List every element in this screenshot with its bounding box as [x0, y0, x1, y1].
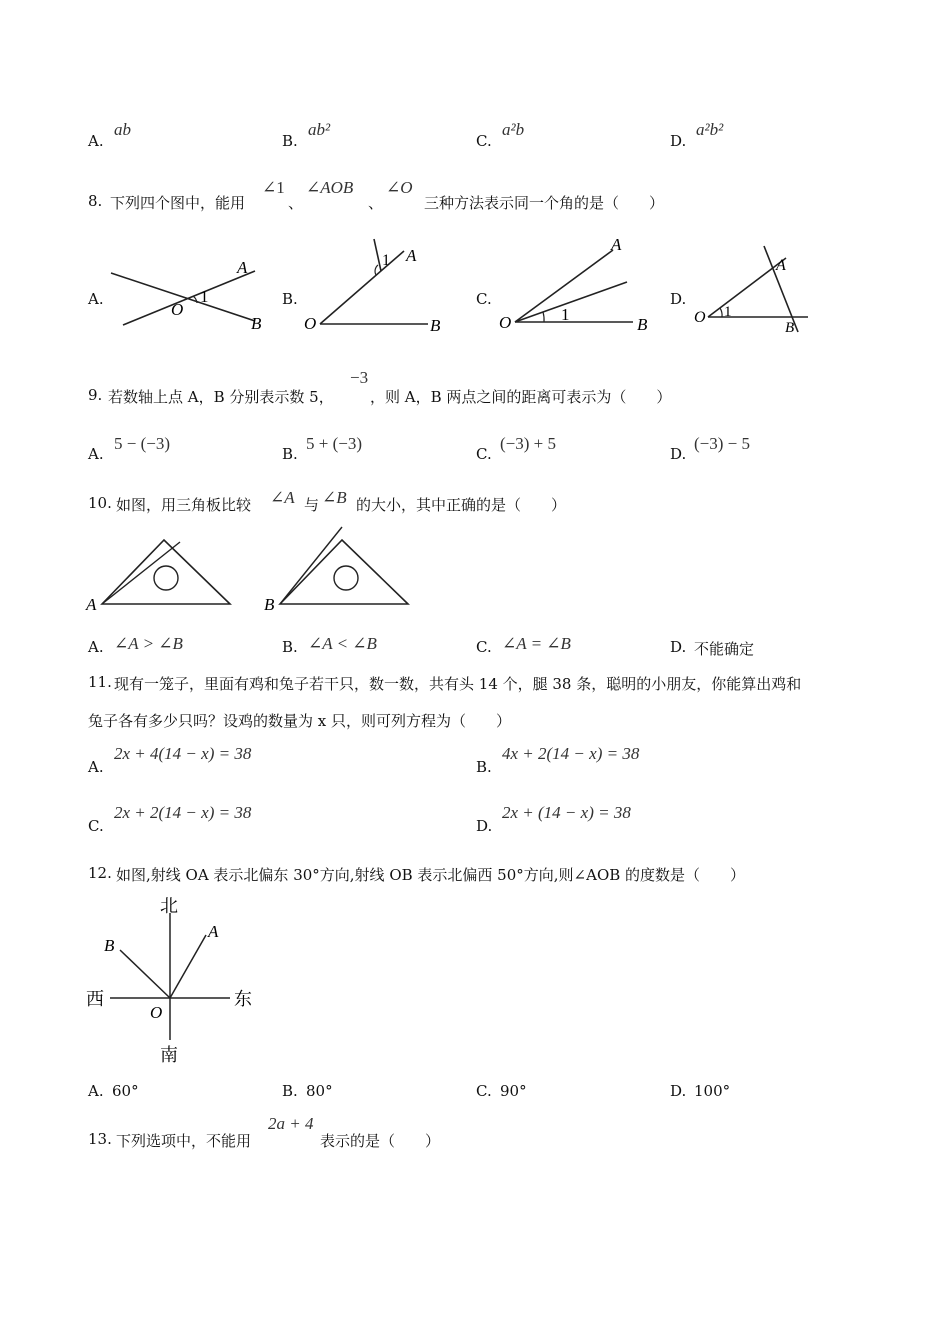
q12-label-north: 北 [160, 896, 178, 916]
q7-option-c-label: C. [476, 132, 492, 150]
q12-option-b-value: 80° [306, 1082, 333, 1100]
q10-option-c-label: C. [476, 638, 492, 656]
q8-sep-2: 、 [368, 194, 384, 212]
q10-option-b-expr: ∠A < ∠B [308, 634, 377, 653]
q8-figure-d [690, 240, 815, 340]
q7-option-a-expr: ab [114, 120, 131, 139]
q8-angle-1: ∠1 [262, 178, 285, 197]
q10-figure-b [262, 523, 422, 615]
q11-number: 11. [88, 673, 112, 691]
q9-option-b-expr: 5 + (−3) [306, 434, 362, 453]
q8-c-label-1: 1 [561, 305, 570, 324]
q8-b-label-1: 1 [382, 252, 390, 269]
q8-d-label-b: B [785, 320, 795, 336]
q9-option-a-label: A. [88, 445, 104, 463]
q8-c-angle-arc [543, 312, 544, 322]
q11-option-d-label: D. [476, 817, 493, 835]
q8-figure-a [105, 255, 275, 335]
q12-label-south: 南 [160, 1045, 178, 1065]
q8-number: 8. [88, 192, 103, 210]
q8-c-label-b: B [637, 315, 648, 334]
q9-number: 9. [88, 386, 103, 404]
q13-text-1: 下列选项中，不能用 [116, 1132, 252, 1150]
q12-label-o: O [150, 1003, 163, 1022]
q7-option-b-expr: ab² [308, 120, 331, 139]
q9-option-b-label: B. [282, 445, 298, 463]
q9-option-a-expr: 5 − (−3) [114, 434, 170, 453]
q8-d-label-a: A [776, 257, 786, 274]
q11-option-d-expr: 2x + (14 − x) = 38 [502, 803, 631, 822]
q8-text-2: 三种方法表示同一个角的是（ ） [424, 194, 665, 212]
q10-number: 10. [88, 494, 112, 512]
q10-mid: 与 [304, 496, 320, 514]
q10-b-hole [334, 566, 358, 590]
q12-option-a-label: A. [88, 1082, 104, 1100]
q12-label-east: 东 [234, 989, 252, 1009]
q12-option-c-value: 90° [500, 1082, 527, 1100]
q10-b-angle-side [280, 527, 342, 604]
q7-option-d-expr: a²b² [696, 120, 724, 139]
q10-angle-b: ∠B [322, 488, 347, 507]
q11-option-a-label: A. [88, 758, 104, 776]
q11-option-c-label: C. [88, 817, 104, 835]
q13-text-2: 表示的是（ ） [320, 1132, 441, 1150]
q11-line-1: 现有一笼子，里面有鸡和兔子若干只，数一数，共有头 14 个，腿 38 条，聪明的小朋友，你能算出鸡和 [114, 675, 802, 693]
q8-c-label-o: O [499, 313, 512, 332]
q9-option-d-expr: (−3) − 5 [694, 434, 750, 453]
q8-option-d-label: D. [670, 290, 687, 308]
q11-option-b-label: B. [476, 758, 492, 776]
q10-option-a-expr: ∠A > ∠B [114, 634, 183, 653]
q10-b-label: B [264, 595, 275, 614]
q8-option-c-label: C. [476, 290, 492, 308]
q8-a-line-2 [123, 271, 255, 325]
q8-figure-b [298, 235, 458, 340]
q10-option-d-label: D. [670, 638, 687, 656]
q8-a-label-o: O [171, 300, 184, 319]
q10-a-triangle [102, 540, 230, 604]
q12-option-d-value: 100° [694, 1082, 731, 1100]
q12-number: 12. [88, 864, 112, 882]
q12-option-c-label: C. [476, 1082, 492, 1100]
q8-c-label-a: A [611, 235, 622, 254]
q10-b-triangle [280, 540, 408, 604]
q8-d-angle-arc [720, 308, 722, 317]
q8-a-label-a: A [237, 258, 248, 277]
q11-option-a-expr: 2x + 4(14 − x) = 38 [114, 744, 252, 763]
q12-ray-ob [120, 950, 170, 998]
q12-label-a: A [208, 922, 219, 941]
q7-option-d-label: D. [670, 132, 687, 150]
q8-a-label-1: 1 [200, 287, 209, 306]
q8-b-label-a: A [406, 246, 417, 265]
q8-sep-1: 、 [288, 194, 304, 212]
q9-text-2: ，则 A，B 两点之间的距离可表示为（ ） [370, 388, 672, 406]
q8-a-label-b: B [251, 314, 262, 333]
q10-option-b-label: B. [282, 638, 298, 656]
q12-option-a-value: 60° [112, 1082, 139, 1100]
q9-option-d-label: D. [670, 445, 687, 463]
q12-compass-figure [84, 895, 264, 1070]
q8-b-label-b: B [430, 316, 441, 335]
q9-text-1: 若数轴上点 A，B 分别表示数 5， [108, 388, 334, 406]
q10-a-hole [154, 566, 178, 590]
q7-option-a-label: A. [88, 132, 104, 150]
q12-text: 如图,射线 OA 表示北偏东 30°方向,射线 OB 表示北偏西 50°方向,则∠AOB 的度数是（ ） [116, 866, 746, 884]
q13-number: 13. [88, 1130, 112, 1148]
q9-option-c-expr: (−3) + 5 [500, 434, 556, 453]
q8-text-1: 下列四个图中，能用 [110, 194, 246, 212]
q8-angle-aob: ∠AOB [306, 178, 354, 197]
q12-ray-oa [170, 935, 206, 998]
q10-angle-a: ∠A [270, 488, 295, 507]
q10-a-label: A [86, 595, 97, 614]
q8-option-a-label: A. [88, 290, 104, 308]
q8-option-b-label: B. [282, 290, 298, 308]
q11-option-b-expr: 4x + 2(14 − x) = 38 [502, 744, 640, 763]
q8-b-label-o: O [304, 314, 317, 333]
q12-option-d-label: D. [670, 1082, 687, 1100]
q8-a-angle-arc [193, 296, 197, 303]
q10-figure-a [84, 532, 244, 614]
q7-option-b-label: B. [282, 132, 298, 150]
q13-expr: 2a + 4 [268, 1114, 314, 1133]
q10-option-c-expr: ∠A = ∠B [502, 634, 571, 653]
q12-label-west: 西 [86, 989, 104, 1009]
q10-text-2: 的大小，其中正确的是（ ） [356, 496, 567, 514]
q8-d-label-1: 1 [724, 304, 732, 320]
q8-figure-c [495, 232, 665, 337]
q9-option-c-label: C. [476, 445, 492, 463]
q12-option-b-label: B. [282, 1082, 298, 1100]
q10-text-1: 如图，用三角板比较 [116, 496, 252, 514]
q11-line-2: 兔子各有多少只吗？设鸡的数量为 x 只，则可列方程为（ ） [88, 712, 511, 730]
q8-angle-o: ∠O [386, 178, 413, 197]
q8-c-middle-ray [515, 282, 627, 322]
q8-d-ray-oa [708, 258, 786, 317]
q9-minus-3: −3 [350, 368, 369, 387]
q7-option-c-expr: a²b [502, 120, 525, 139]
q8-b-ray-oa [320, 251, 404, 324]
q10-option-a-label: A. [88, 638, 104, 656]
q10-a-angle-side [102, 542, 180, 604]
q11-option-c-expr: 2x + 2(14 − x) = 38 [114, 803, 252, 822]
q10-option-d-text: 不能确定 [694, 640, 755, 658]
q12-label-b: B [104, 936, 115, 955]
q8-d-label-o: O [694, 309, 706, 326]
